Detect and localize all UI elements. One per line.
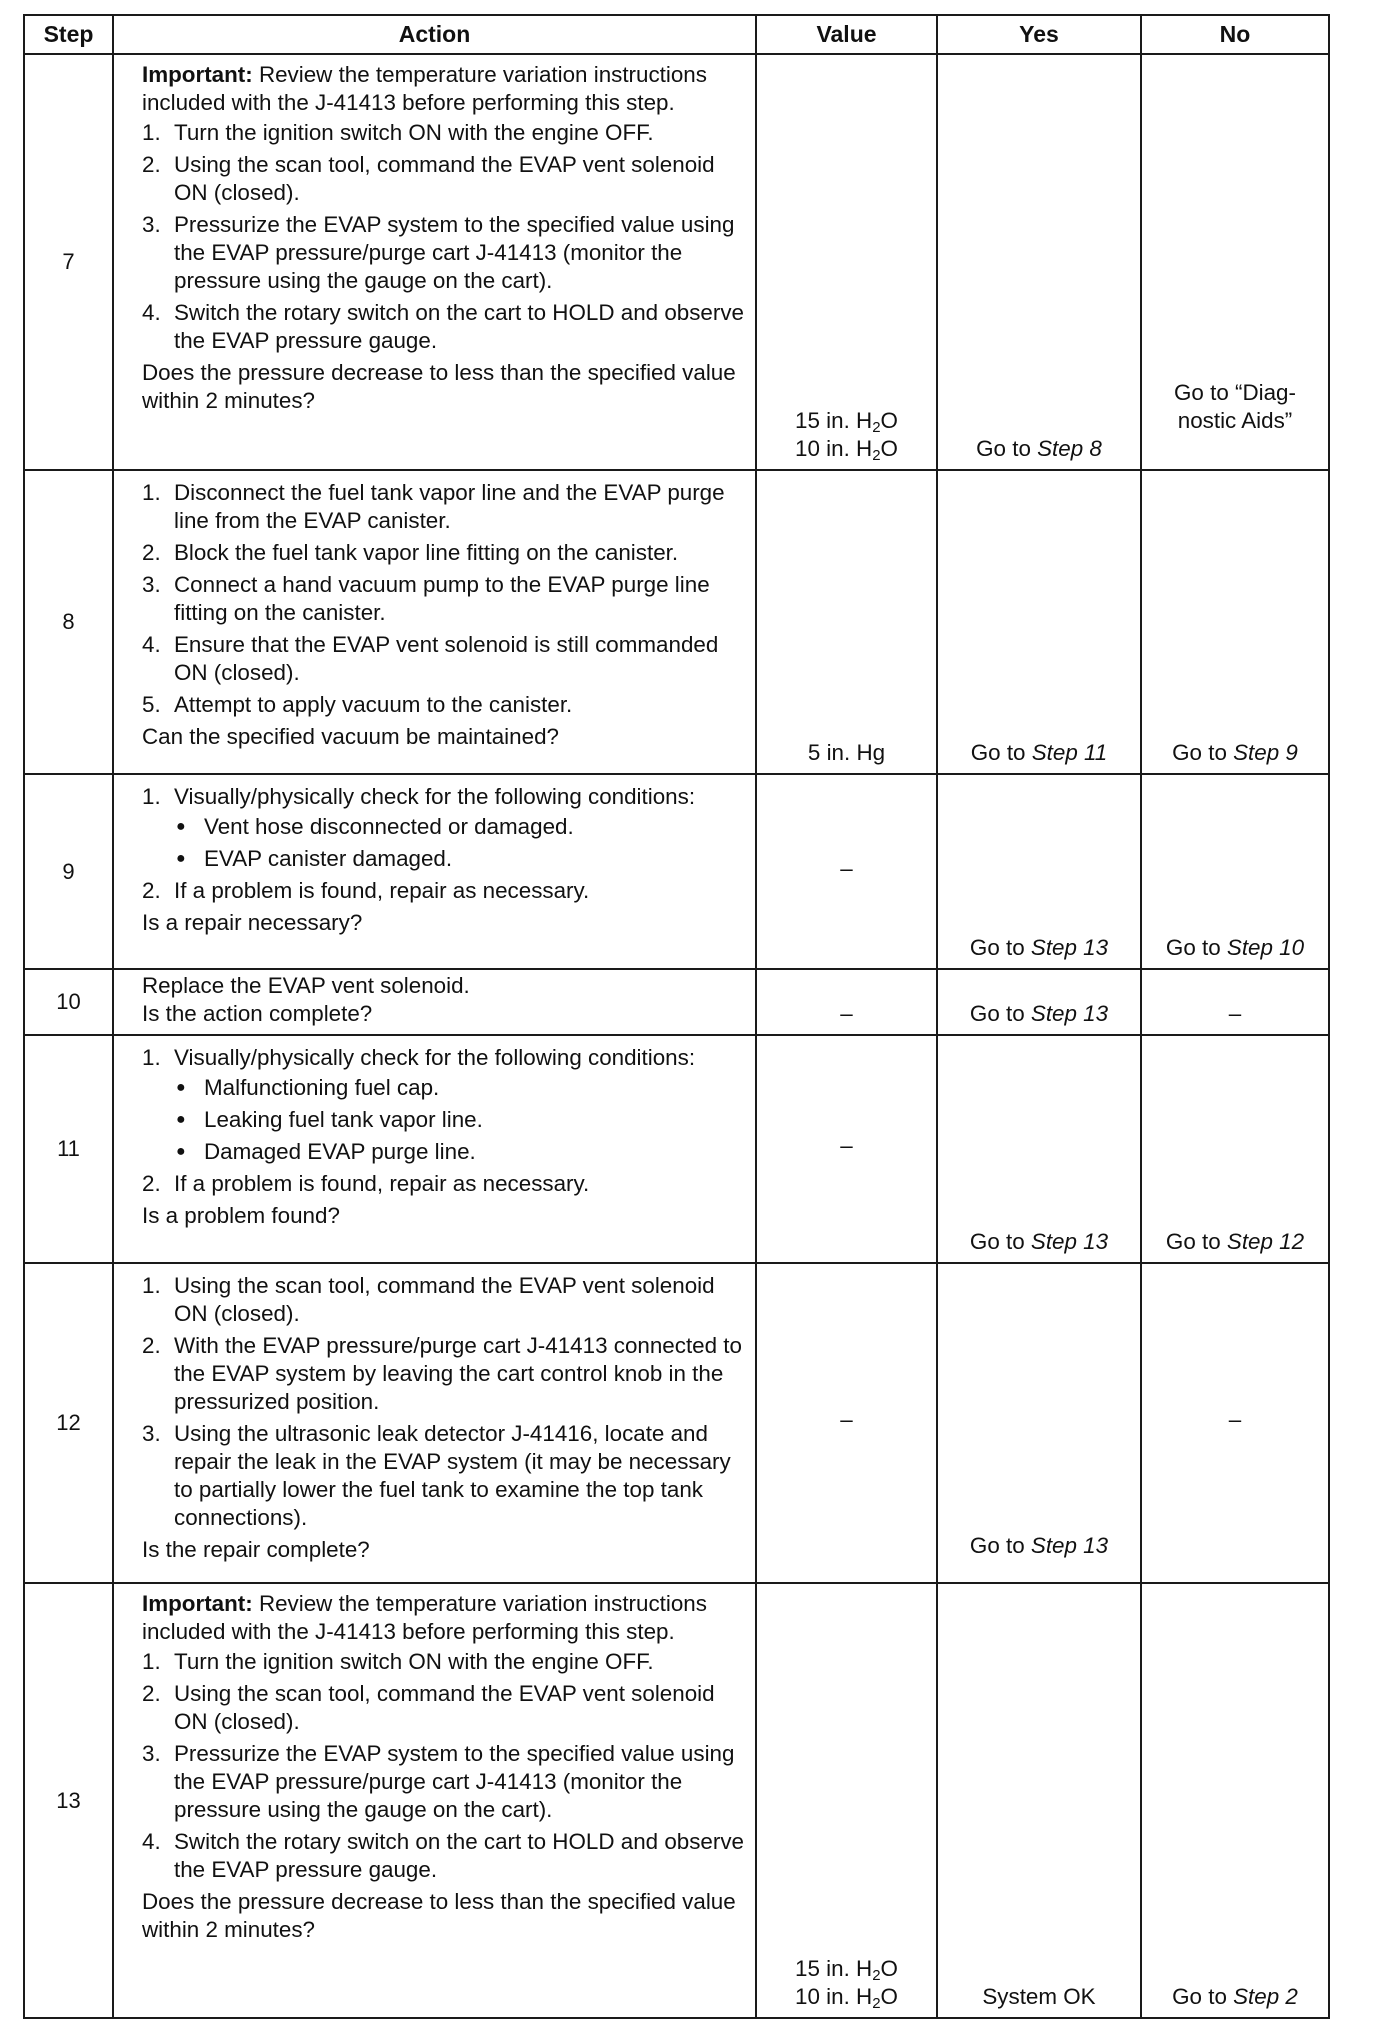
important-note (142, 1590, 747, 1646)
action-cell (113, 1035, 756, 1263)
item-text: Turn the ignition switch ON with the engine OFF. (174, 120, 654, 145)
item-number: 1. (142, 1045, 161, 1070)
condition-item: ● Leaking fuel tank vapor line. (174, 1106, 747, 1134)
no-cell: – (1141, 1263, 1329, 1583)
table-row-step-9 (24, 774, 1329, 969)
important-text: Review the temperature variation instructions included with the J-41413 before performing this step. (142, 1591, 707, 1644)
item-text: Using the scan tool, command the EVAP vent solenoid ON (closed). (174, 1681, 715, 1734)
value-subscript: 2 (872, 1967, 881, 1984)
yes-cell (937, 774, 1141, 969)
step-number: 9 (24, 774, 113, 969)
item-number: 2. (142, 1171, 161, 1196)
step-number: 8 (24, 470, 113, 774)
list-item (142, 1740, 747, 1824)
table-header-row (24, 15, 1329, 54)
step-number: 11 (24, 1035, 113, 1263)
list-item (142, 539, 747, 567)
instruction-list (142, 479, 747, 719)
value-text: O (880, 1956, 898, 1981)
goto-step-link: Step 13 (1030, 1001, 1109, 1026)
value-cell: – (756, 1263, 937, 1583)
item-text: Switch the rotary switch on the cart to HOLD and observe the EVAP pressure gauge. (174, 1829, 744, 1882)
action-cell (113, 774, 756, 969)
condition-item: ● Vent hose disconnected or damaged. (174, 813, 747, 841)
value-cell: – (756, 1035, 937, 1263)
item-number: 3. (142, 1421, 161, 1446)
no-cell (1141, 54, 1329, 470)
table-row-step-10 (24, 969, 1329, 1035)
value-subscript: 2 (872, 447, 881, 464)
diagnostic-table-page (23, 14, 1328, 2019)
step-number: 12 (24, 1263, 113, 1583)
no-cell (1141, 1583, 1329, 2018)
condition-list (174, 1074, 747, 1166)
step-number: 13 (24, 1583, 113, 2018)
no-cell (1141, 470, 1329, 774)
item-text: Attempt to apply vacuum to the canister. (174, 692, 573, 717)
value-subscript: 2 (872, 1995, 881, 2012)
item-number: 2. (142, 1333, 161, 1358)
goto-prefix: Go to (969, 1533, 1031, 1558)
value-cell (756, 54, 937, 470)
goto-prefix: Go to (1165, 935, 1227, 960)
item-number: 5. (142, 692, 161, 717)
item-text: Switch the rotary switch on the cart to HOLD and observe the EVAP pressure gauge. (174, 300, 744, 353)
goto-prefix: Go to (976, 436, 1038, 461)
yes-cell (937, 1035, 1141, 1263)
goto-step-link: Step 12 (1226, 1229, 1305, 1254)
item-text: Pressurize the EVAP system to the specified value using the EVAP pressure/purge cart J-41413 (monitor the pressure using the gauge on the cart). (174, 1741, 735, 1822)
goto-prefix: Go to (969, 935, 1031, 960)
instruction-list (142, 1272, 747, 1532)
table-row-step-7 (24, 54, 1329, 470)
goto-prefix: Go to (969, 1229, 1031, 1254)
header-action: Action (113, 15, 756, 54)
action-cell (113, 54, 756, 470)
yes-cell (937, 54, 1141, 470)
goto-step-link: Step 2 (1233, 1984, 1298, 2009)
goto-step-link: Step 8 (1037, 436, 1102, 461)
goto-prefix: Go to (1165, 1229, 1227, 1254)
important-note (142, 61, 747, 117)
list-item (142, 211, 747, 295)
item-number: 1. (142, 120, 161, 145)
question-text: Is a problem found? (142, 1203, 340, 1228)
action-cell (113, 1583, 756, 2018)
question-text: Is the action complete? (142, 1001, 373, 1026)
important-text: Review the temperature variation instructions included with the J-41413 before performing this step. (142, 62, 707, 115)
important-label: Important: (142, 62, 253, 87)
item-number: 4. (142, 300, 161, 325)
goto-prefix: Go to (1172, 740, 1234, 765)
value-text: 15 in. H (795, 1956, 873, 1981)
question-text: Is the repair complete? (142, 1537, 370, 1562)
goto-step-link: Step 11 (1031, 740, 1108, 765)
item-number: 3. (142, 572, 161, 597)
list-item (142, 1828, 747, 1884)
list-item (142, 571, 747, 627)
step-number: 10 (24, 969, 113, 1035)
list-item (142, 691, 747, 719)
list-item (142, 1332, 747, 1416)
yes-cell (937, 470, 1141, 774)
question-text: Can the specified vacuum be maintained? (142, 724, 559, 749)
item-text: Visually/physically check for the following conditions: (174, 784, 696, 809)
item-number: 4. (142, 632, 161, 657)
goto-prefix: Go to (969, 1001, 1031, 1026)
item-number: 1. (142, 784, 161, 809)
item-text: If a problem is found, repair as necessary. (174, 1171, 590, 1196)
item-text: Ensure that the EVAP vent solenoid is still commanded ON (closed). (174, 632, 719, 685)
list-item (142, 1044, 747, 1166)
header-step: Step (24, 15, 113, 54)
question-text: Does the pressure decrease to less than the specified value within 2 minutes? (142, 360, 736, 413)
action-cell (113, 969, 756, 1035)
yes-cell (937, 969, 1141, 1035)
item-text: Block the fuel tank vapor line fitting on the canister. (174, 540, 679, 565)
value-subscript: 2 (872, 419, 881, 436)
action-cell (113, 470, 756, 774)
action-cell (113, 1263, 756, 1583)
important-label: Important: (142, 1591, 253, 1616)
value-cell: – (756, 969, 937, 1035)
item-text: Using the scan tool, command the EVAP vent solenoid ON (closed). (174, 1273, 715, 1326)
list-item (142, 151, 747, 207)
value-text: O (880, 1984, 898, 2009)
table-row-step-8 (24, 470, 1329, 774)
instruction-list (142, 1044, 747, 1198)
item-text: If a problem is found, repair as necessary. (174, 878, 590, 903)
table-row-step-11 (24, 1035, 1329, 1263)
goto-step-link: Step 9 (1233, 740, 1298, 765)
item-text: Visually/physically check for the following conditions: (174, 1045, 696, 1070)
value-text: 10 in. H (795, 1984, 873, 2009)
item-number: 2. (142, 540, 161, 565)
value-text: O (880, 408, 898, 433)
value-line (761, 1983, 932, 2011)
list-item (142, 631, 747, 687)
value-cell: 5 in. Hg (756, 470, 937, 774)
value-text: 10 in. H (795, 436, 873, 461)
goto-step-link: Step 13 (1030, 1533, 1109, 1558)
condition-item: ● Damaged EVAP purge line. (174, 1138, 747, 1166)
item-text: With the EVAP pressure/purge cart J-41413 connected to the EVAP system by leaving the cart control knob in the pressurized position. (174, 1333, 742, 1414)
yes-cell: System OK (937, 1583, 1141, 2018)
item-number: 3. (142, 212, 161, 237)
list-item (142, 783, 747, 873)
item-number: 1. (142, 480, 161, 505)
value-cell: – (756, 774, 937, 969)
question-text: Is a repair necessary? (142, 910, 363, 935)
goto-step-link: Step 10 (1226, 935, 1305, 960)
list-item (142, 1170, 747, 1198)
table-row-step-13 (24, 1583, 1329, 2018)
action-text: Replace the EVAP vent solenoid. (142, 973, 470, 998)
no-text-line: nostic Aids” (1177, 408, 1293, 433)
condition-item: ● EVAP canister damaged. (174, 845, 747, 873)
condition-list (174, 813, 747, 873)
yes-cell (937, 1263, 1141, 1583)
goto-prefix: Go to (1172, 1984, 1234, 2009)
item-text: Turn the ignition switch ON with the engine OFF. (174, 1649, 654, 1674)
item-number: 2. (142, 878, 161, 903)
item-text: Disconnect the fuel tank vapor line and the EVAP purge line from the EVAP canister. (174, 480, 725, 533)
diagnostic-table (23, 14, 1330, 2019)
item-text: Using the scan tool, command the EVAP vent solenoid ON (closed). (174, 152, 715, 205)
item-number: 4. (142, 1829, 161, 1854)
item-number: 1. (142, 1649, 161, 1674)
condition-item: ● Malfunctioning fuel cap. (174, 1074, 747, 1102)
item-text: Using the ultrasonic leak detector J-41416, locate and repair the leak in the EVAP system (it may be necessary to partially lower the fuel tank to examine the top tank connections). (174, 1421, 731, 1530)
list-item (142, 479, 747, 535)
instruction-list (142, 119, 747, 355)
list-item (142, 1420, 747, 1532)
item-number: 2. (142, 1681, 161, 1706)
list-item (142, 299, 747, 355)
value-text: 15 in. H (795, 408, 873, 433)
value-line (761, 1955, 932, 1983)
value-line (761, 407, 932, 435)
item-number: 3. (142, 1741, 161, 1766)
item-number: 1. (142, 1273, 161, 1298)
no-text-line: Go to “Diag- (1174, 380, 1296, 405)
no-cell (1141, 774, 1329, 969)
header-value: Value (756, 15, 937, 54)
goto-step-link: Step 13 (1030, 1229, 1109, 1254)
list-item (142, 119, 747, 147)
instruction-list (142, 1648, 747, 1884)
value-text: O (880, 436, 898, 461)
table-row-step-12 (24, 1263, 1329, 1583)
goto-prefix: Go to (970, 740, 1032, 765)
goto-step-link: Step 13 (1030, 935, 1109, 960)
value-line (761, 435, 932, 463)
list-item (142, 1648, 747, 1676)
item-number: 2. (142, 152, 161, 177)
value-cell (756, 1583, 937, 2018)
step-number: 7 (24, 54, 113, 470)
no-cell: – (1141, 969, 1329, 1035)
list-item (142, 877, 747, 905)
instruction-list (142, 783, 747, 905)
header-yes: Yes (937, 15, 1141, 54)
header-no: No (1141, 15, 1329, 54)
item-text: Pressurize the EVAP system to the specified value using the EVAP pressure/purge cart J-41413 (monitor the pressure using the gauge on the cart). (174, 212, 735, 293)
list-item (142, 1680, 747, 1736)
list-item (142, 1272, 747, 1328)
item-text: Connect a hand vacuum pump to the EVAP purge line fitting on the canister. (174, 572, 710, 625)
no-cell (1141, 1035, 1329, 1263)
question-text: Does the pressure decrease to less than the specified value within 2 minutes? (142, 1889, 736, 1942)
